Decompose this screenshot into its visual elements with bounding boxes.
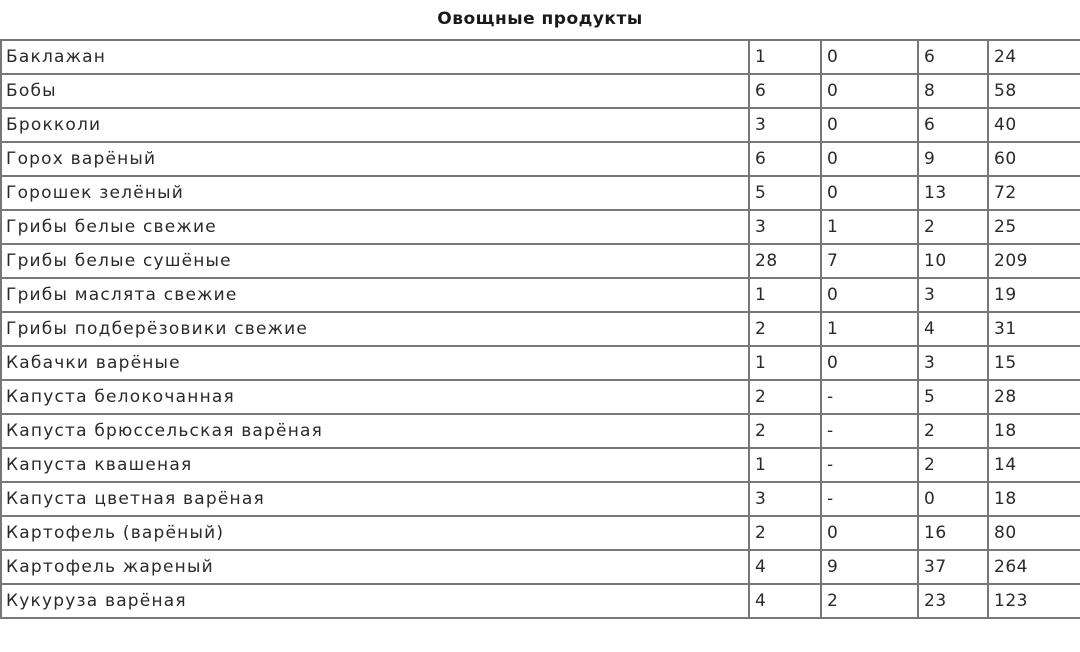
value-cell-1: 2 (749, 414, 821, 448)
value-cell-3: 8 (918, 74, 988, 108)
table-row (1, 176, 1080, 210)
value-cell-3: 10 (918, 244, 988, 278)
value-cell-2: 9 (821, 550, 918, 584)
value-cell-3: 2 (918, 210, 988, 244)
value-cell-2: 0 (821, 74, 918, 108)
product-name-cell: Капуста квашеная (1, 448, 749, 482)
product-name-cell: Горох варёный (1, 142, 749, 176)
value-cell-4: 209 (988, 244, 1080, 278)
value-cell-2: 0 (821, 176, 918, 210)
value-cell-3: 2 (918, 448, 988, 482)
product-name-cell: Баклажан (1, 40, 749, 74)
table-row (1, 584, 1080, 618)
value-cell-3: 9 (918, 142, 988, 176)
value-cell-4: 60 (988, 142, 1080, 176)
value-cell-1: 2 (749, 380, 821, 414)
table-row (1, 414, 1080, 448)
value-cell-1: 1 (749, 448, 821, 482)
table-row (1, 108, 1080, 142)
value-cell-4: 264 (988, 550, 1080, 584)
table-row (1, 312, 1080, 346)
value-cell-1: 28 (749, 244, 821, 278)
table-row (1, 346, 1080, 380)
table-row (1, 550, 1080, 584)
product-name-cell: Капуста белокочанная (1, 380, 749, 414)
value-cell-4: 31 (988, 312, 1080, 346)
value-cell-2: 2 (821, 584, 918, 618)
value-cell-2: - (821, 380, 918, 414)
value-cell-4: 18 (988, 414, 1080, 448)
value-cell-1: 2 (749, 516, 821, 550)
value-cell-3: 13 (918, 176, 988, 210)
value-cell-2: 7 (821, 244, 918, 278)
product-name-cell: Грибы белые свежие (1, 210, 749, 244)
value-cell-1: 3 (749, 210, 821, 244)
table-row (1, 482, 1080, 516)
value-cell-4: 14 (988, 448, 1080, 482)
product-name-cell: Брокколи (1, 108, 749, 142)
value-cell-2: 0 (821, 108, 918, 142)
value-cell-3: 23 (918, 584, 988, 618)
product-name-cell: Капуста цветная варёная (1, 482, 749, 516)
value-cell-2: 0 (821, 516, 918, 550)
product-name-cell: Горошек зелёный (1, 176, 749, 210)
value-cell-4: 25 (988, 210, 1080, 244)
value-cell-2: - (821, 414, 918, 448)
value-cell-1: 3 (749, 108, 821, 142)
product-name-cell: Кукуруза варёная (1, 584, 749, 618)
table-row (1, 244, 1080, 278)
product-name-cell: Капуста брюссельская варёная (1, 414, 749, 448)
product-name-cell: Бобы (1, 74, 749, 108)
table-row (1, 74, 1080, 108)
vegetable-products-table (0, 39, 1080, 619)
table-row (1, 380, 1080, 414)
value-cell-2: 1 (821, 312, 918, 346)
value-cell-1: 4 (749, 550, 821, 584)
value-cell-3: 3 (918, 346, 988, 380)
product-name-cell: Грибы подберёзовики свежие (1, 312, 749, 346)
value-cell-1: 6 (749, 142, 821, 176)
table-row (1, 40, 1080, 74)
table-row (1, 448, 1080, 482)
value-cell-4: 40 (988, 108, 1080, 142)
product-name-cell: Картофель жареный (1, 550, 749, 584)
value-cell-4: 15 (988, 346, 1080, 380)
value-cell-4: 72 (988, 176, 1080, 210)
value-cell-3: 3 (918, 278, 988, 312)
value-cell-3: 6 (918, 108, 988, 142)
value-cell-2: 0 (821, 346, 918, 380)
value-cell-1: 1 (749, 346, 821, 380)
value-cell-4: 24 (988, 40, 1080, 74)
value-cell-4: 28 (988, 380, 1080, 414)
value-cell-1: 2 (749, 312, 821, 346)
value-cell-4: 80 (988, 516, 1080, 550)
value-cell-3: 0 (918, 482, 988, 516)
value-cell-3: 2 (918, 414, 988, 448)
value-cell-2: 1 (821, 210, 918, 244)
value-cell-1: 4 (749, 584, 821, 618)
table-row (1, 516, 1080, 550)
value-cell-2: - (821, 448, 918, 482)
value-cell-1: 1 (749, 278, 821, 312)
value-cell-4: 18 (988, 482, 1080, 516)
table-row (1, 142, 1080, 176)
value-cell-2: 0 (821, 40, 918, 74)
table-row (1, 210, 1080, 244)
value-cell-4: 123 (988, 584, 1080, 618)
value-cell-1: 6 (749, 74, 821, 108)
value-cell-1: 1 (749, 40, 821, 74)
value-cell-3: 37 (918, 550, 988, 584)
value-cell-4: 58 (988, 74, 1080, 108)
product-name-cell: Картофель (варёный) (1, 516, 749, 550)
value-cell-3: 4 (918, 312, 988, 346)
value-cell-4: 19 (988, 278, 1080, 312)
product-name-cell: Грибы белые сушёные (1, 244, 749, 278)
product-name-cell: Грибы маслята свежие (1, 278, 749, 312)
table-row (1, 278, 1080, 312)
table-title: Овощные продукты (437, 9, 643, 29)
product-name-cell: Кабачки варёные (1, 346, 749, 380)
value-cell-3: 5 (918, 380, 988, 414)
value-cell-3: 6 (918, 40, 988, 74)
table-body (1, 40, 1080, 618)
value-cell-2: 0 (821, 142, 918, 176)
value-cell-2: - (821, 482, 918, 516)
value-cell-3: 16 (918, 516, 988, 550)
value-cell-2: 0 (821, 278, 918, 312)
value-cell-1: 3 (749, 482, 821, 516)
value-cell-1: 5 (749, 176, 821, 210)
